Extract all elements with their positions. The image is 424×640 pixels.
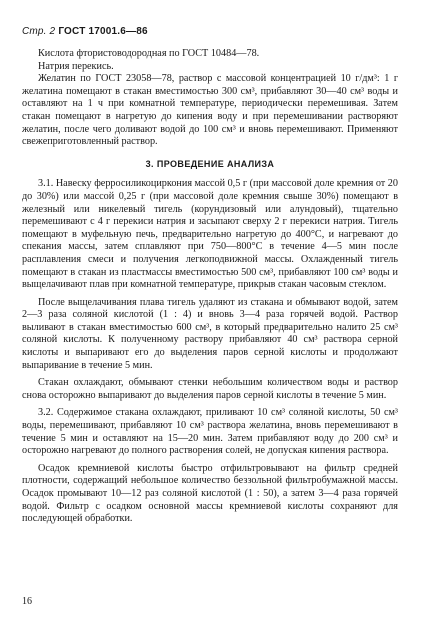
document-body	[22, 48, 398, 526]
section-heading: 3. ПРОВЕДЕНИЕ АНАЛИЗА	[145, 158, 275, 169]
paragraph-reagent-sodium-peroxide: Натрия перекись.	[38, 60, 114, 72]
paragraph-evaporation: Стакан охлаждают, обмывают стенки небольшим количеством воды и раствор снова осторожно выпаривают до выделения паров серной кислоты в течение 5 мин.	[22, 377, 398, 401]
page-label: Стр. 2	[22, 26, 56, 37]
standard-number: ГОСТ 17001.6—86	[58, 26, 148, 37]
page-header	[22, 26, 148, 37]
paragraph-reagent-gelatin: Желатин по ГОСТ 23058—78, раствор с массовой концентрацией 10 г/дм³: 1 г желатина помещают в стакан вместимостью 300 см³, прибавляют 30—40 см³ воды и оставляют на 1 ч при комнатной температуре, периодически перемешивая. Затем стакан помещают в нагретую до кипения воду и при перемешивании растворяют желатин, после чего доливают водой до 100 см³ и вновь перемешивают. Применяют свежеприготовленный раствор.	[22, 73, 398, 148]
paragraph-leaching: После выщелачивания плава тигель удаляют из стакана и обмывают водой, затем 2—3 раза соляной кислотой (1 : 4) и вновь 3—4 раза горячей водой. Раствор выливают в стакан вместимостью 600 см³, в который предварительно налито 25 см³ соляной кислоты. К полученному раствору прибавляют 40 см³ раствора серной кислоты и выпаривают его до выделения паров серной кислоты и продолжают выпаривание в течение 5 мин.	[22, 296, 398, 371]
paragraph-reagent-hydrofluoric-acid: Кислота фтористоводородная по ГОСТ 10484—78.	[38, 48, 260, 59]
page-number: 16	[22, 596, 32, 607]
paragraph-3-2: 3.2. Содержимое стакана охлаждают, приливают 10 см³ соляной кислоты, 50 см³ воды, перемешивают, прибавляют 10 см³ раствора желатина, вновь перемешивают в течение 5 мин и оставляют на 15—20 мин. Затем прибавляют воду до 200 см³ и осторожно нагревают до полного растворения солей, не допуская кипения раствора.	[22, 407, 398, 457]
paragraph-filtration: Осадок кремниевой кислоты быстро отфильтровывают на фильтр средней плотности, содержащий небольшое количество беззольной фильтробумажной массы. Осадок промывают 10—12 раз соляной кислотой (1 : 50), а затем 3—4 раза горячей водой. Фильтр с осадком основной массы кремниевой кислоты сохраняют для последующей обработки.	[22, 462, 398, 525]
paragraph-3-1: 3.1. Навеску ферросиликоциркония массой 0,5 г (при массовой доле кремния от 20 до 30%) или массой 0,25 г (при массовой доле кремния свыше 30%) помещают в железный или никелевый тигель (корундизовый или алундовый), тщательно перемешивают с 4 г перекиси натрия и засыпают сверху 2 г перекиси натрия. Тигель помещают в муфельную печь, предварительно нагретую до 400°С, и нагревают до спекания массы, затем сплавляют при 750—800°С в течение 4—5 мин после расплавления смеси и получения легкоподвижной массы. Охлажденный тигель помещают в стакан из пластмассы вместимостью 500 см³, прибавляют 100 см³ воды и выщелачивают плав при комнатной температуре, прикрыв стакан часовым стеклом.	[22, 178, 398, 291]
